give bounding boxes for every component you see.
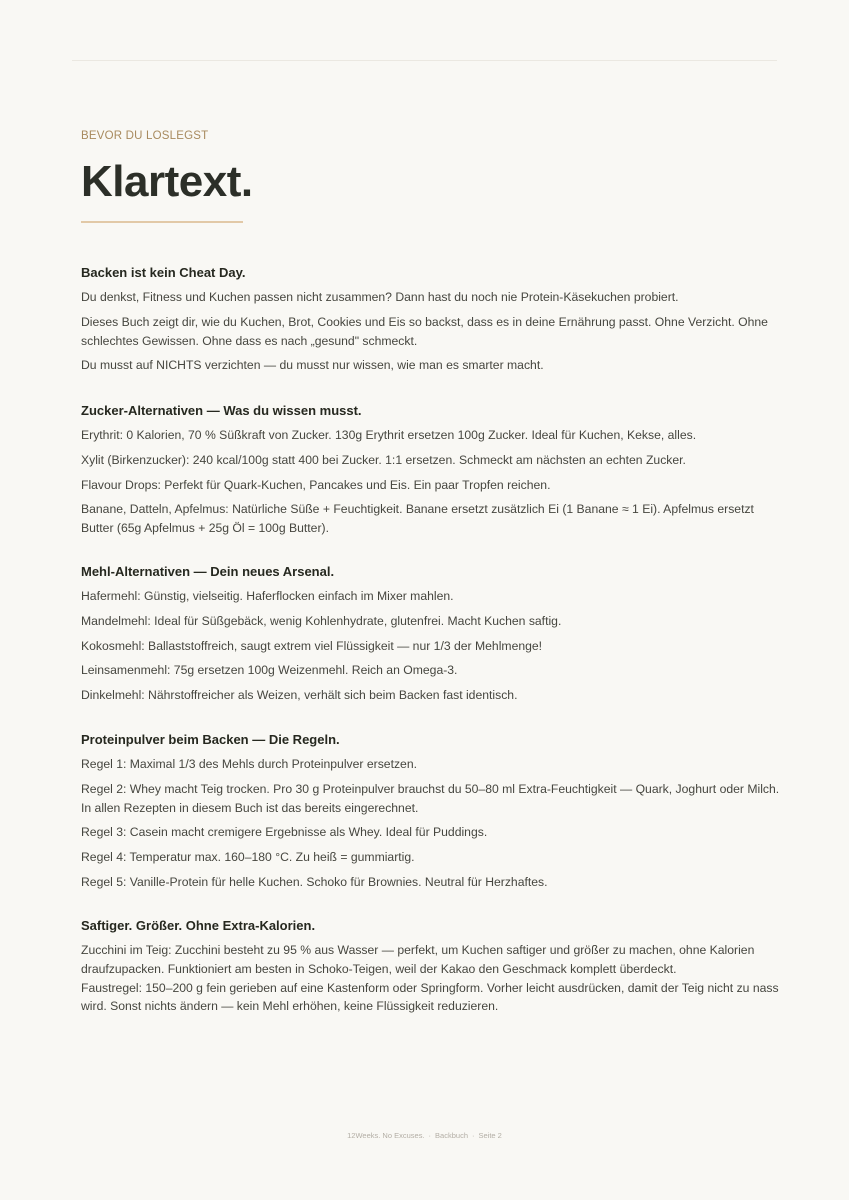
section-cheat-day bbox=[81, 264, 781, 375]
page-title: Klartext. bbox=[81, 157, 253, 206]
section-paragraph: Dieses Buch zeigt dir, wie du Kuchen, Brot, Cookies und Eis so backst, dass es in deine Ernährung passt. Ohne Verzicht. Ohne schlechtes Gewissen. Ohne dass es nach „gesund" schmeckt. bbox=[81, 314, 768, 348]
section-heading: Mehl-Alternativen — Dein neues Arsenal. bbox=[81, 564, 335, 579]
section-paragraph: Erythrit: 0 Kalorien, 70 % Süßkraft von Zucker. 130g Erythrit ersetzen 100g Zucker. Ideal für Kuchen, Kekse, alles. bbox=[81, 428, 697, 442]
section-heading: Saftiger. Größer. Ohne Extra-Kalorien. bbox=[81, 918, 316, 933]
section-paragraph: Regel 3: Casein macht cremigere Ergebnisse als Whey. Ideal für Puddings. bbox=[81, 825, 488, 840]
footer-page-number: Seite 2 bbox=[478, 1131, 502, 1140]
page-footer bbox=[0, 1131, 849, 1140]
section-paragraph: Regel 2: Whey macht Teig trocken. Pro 30 g Proteinpulver brauchst du 50–80 ml Extra-Feuchtigkeit — Quark, Joghurt oder Milch. In allen Rezepten in diesem Buch ist das bereits eingerechnet. bbox=[81, 781, 780, 815]
footer-book: Backbuch bbox=[435, 1131, 468, 1140]
section-zucchini bbox=[81, 917, 781, 1016]
section-paragraph: Kokosmehl: Ballaststoffreich, saugt extrem viel Flüssigkeit — nur 1/3 der Mehlmenge! bbox=[81, 638, 543, 653]
section-paragraph: Leinsamenmehl: 75g ersetzen 100g Weizenmehl. Reich an Omega-3. bbox=[81, 663, 458, 678]
footer-separator: · bbox=[471, 1131, 475, 1140]
section-paragraph: Flavour Drops: Perfekt für Quark-Kuchen, Pancakes und Eis. Ein paar Tropfen reichen. bbox=[81, 477, 551, 492]
section-paragraph: Du denkst, Fitness und Kuchen passen nicht zusammen? Dann hast du noch nie Protein-Käsekuchen probiert. bbox=[81, 290, 679, 304]
top-divider bbox=[72, 60, 777, 61]
section-paragraph: Xylit (Birkenzucker): 240 kcal/100g statt 400 bei Zucker. 1:1 ersetzen. Schmeckt am nächsten an echten Zucker. bbox=[81, 452, 686, 467]
section-flour-alternatives bbox=[81, 563, 781, 705]
section-heading: Backen ist kein Cheat Day. bbox=[81, 265, 246, 280]
section-paragraph: Hafermehl: Günstig, vielseitig. Haferflocken einfach im Mixer mahlen. bbox=[81, 589, 454, 603]
section-heading: Proteinpulver beim Backen — Die Regeln. bbox=[81, 732, 340, 747]
section-paragraph: Banane, Datteln, Apfelmus: Natürliche Süße + Feuchtigkeit. Banane ersetzt zusätzlich Ei (1 Banane ≈ 1 Ei). Apfelmus ersetzt Butter (65g Apfelmus + 25g Öl = 100g Butter). bbox=[81, 502, 754, 536]
section-paragraph: Regel 5: Vanille-Protein für helle Kuchen. Schoko für Brownies. Neutral für Herzhaftes. bbox=[81, 874, 548, 889]
section-paragraph: Mandelmehl: Ideal für Süßgebäck, wenig Kohlenhydrate, glutenfrei. Macht Kuchen saftig. bbox=[81, 613, 562, 628]
section-paragraph: Regel 4: Temperatur max. 160–180 °C. Zu heiß = gummiartig. bbox=[81, 850, 415, 865]
section-paragraph: Faustregel: 150–200 g fein gerieben auf eine Kastenform oder Springform. Vorher leicht ausdrücken, damit der Teig nicht zu nass wird. Sonst nichts ändern — kein Mehl erhöhen, keine Flüssigkeit reduzieren. bbox=[81, 980, 779, 1014]
section-paragraph: Regel 1: Maximal 1/3 des Mehls durch Proteinpulver ersetzen. bbox=[81, 757, 417, 771]
section-sugar-alternatives bbox=[81, 402, 781, 538]
footer-separator: · bbox=[428, 1131, 432, 1140]
section-heading: Zucker-Alternativen — Was du wissen musst. bbox=[81, 403, 362, 418]
section-protein-rules bbox=[81, 731, 781, 892]
section-paragraph: Zucchini im Teig: Zucchini besteht zu 95 % aus Wasser — perfekt, um Kuchen saftiger und größer zu machen, ohne Kalorien draufzupacken. Funktioniert am besten in Schoko-Teigen, weil der Kakao den Geschmack komplett überdeckt. bbox=[81, 943, 755, 976]
eyebrow-label: BEVOR DU LOSLEGST bbox=[81, 130, 209, 142]
title-accent-divider bbox=[81, 221, 243, 223]
footer-brand: 12Weeks. No Excuses. bbox=[347, 1131, 425, 1140]
section-paragraph: Du musst auf NICHTS verzichten — du musst nur wissen, wie man es smarter macht. bbox=[81, 358, 544, 373]
section-paragraph: Dinkelmehl: Nährstoffreicher als Weizen, verhält sich beim Backen fast identisch. bbox=[81, 688, 518, 703]
